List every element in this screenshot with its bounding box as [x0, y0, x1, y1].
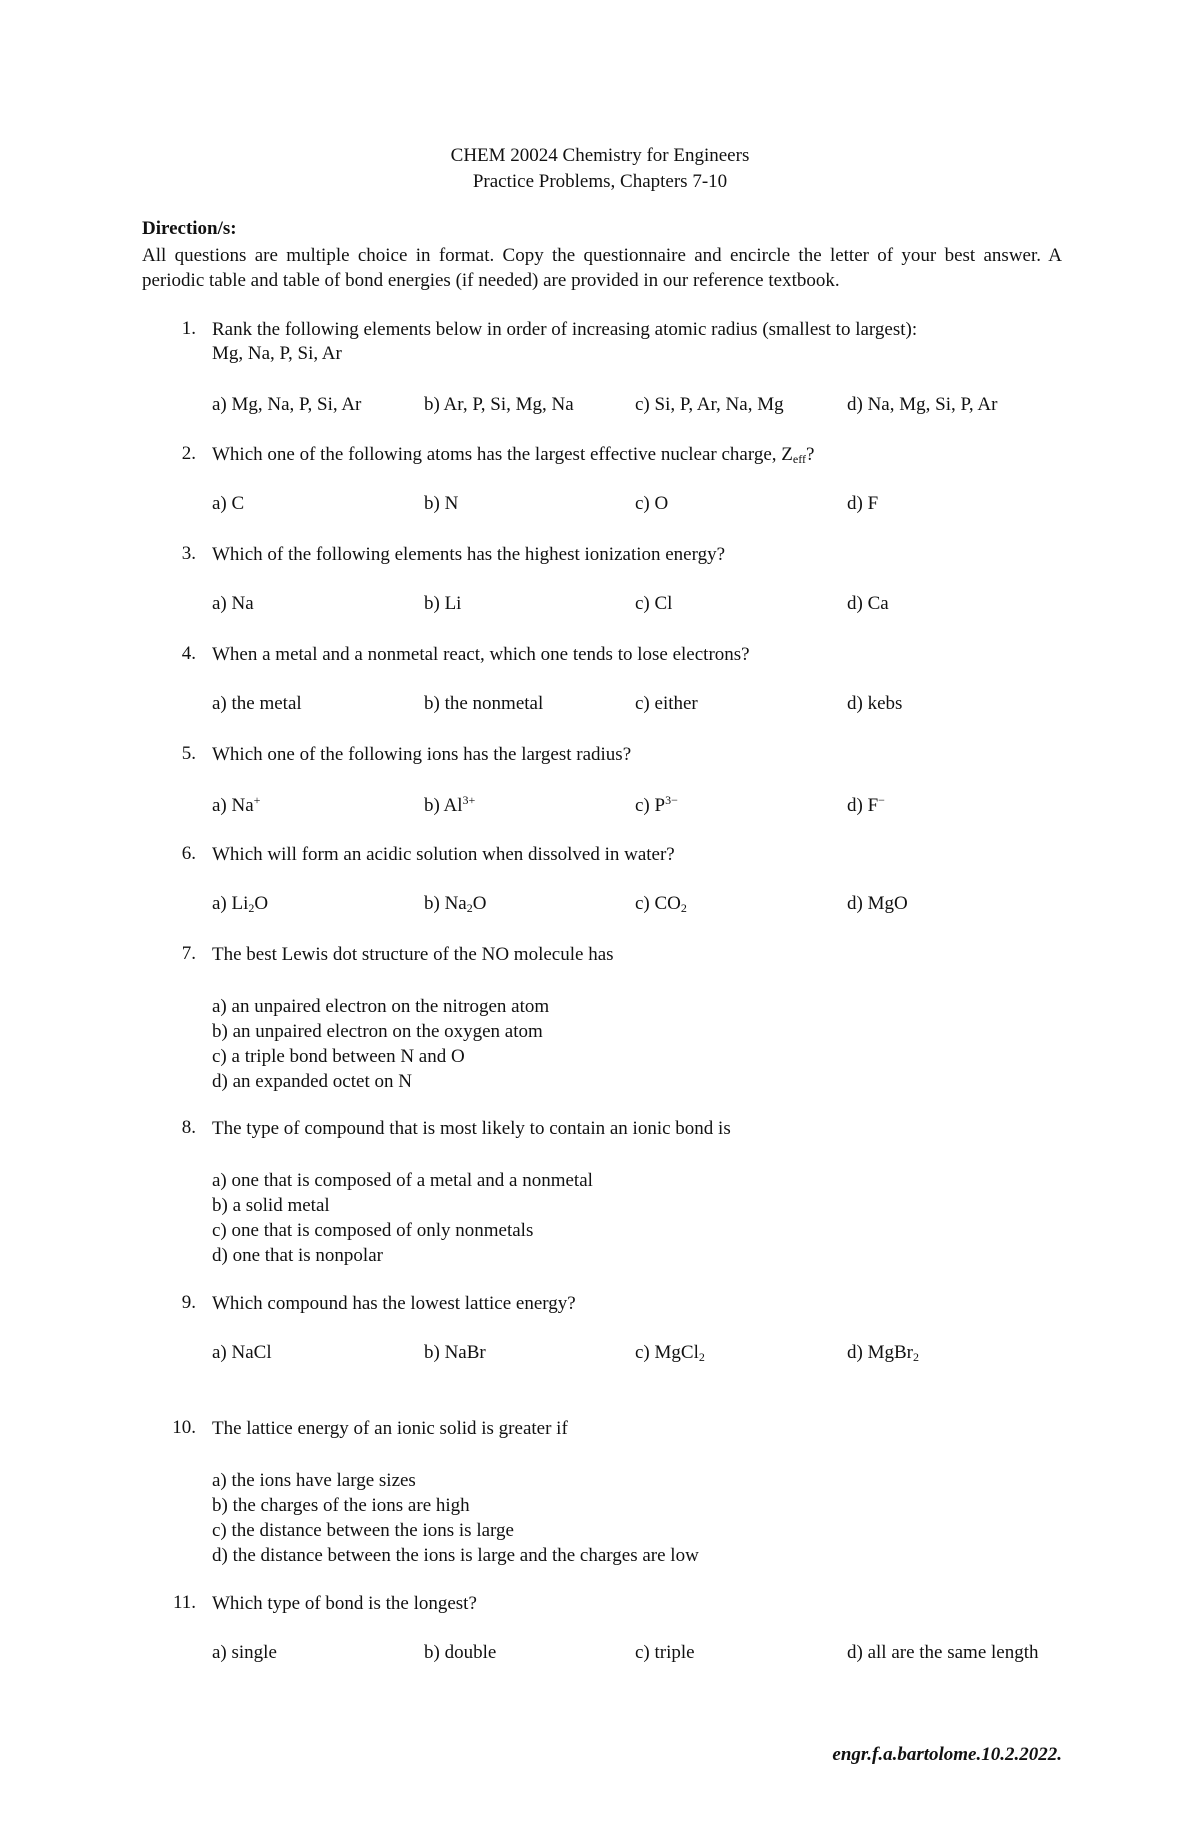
question-number: 1.	[181, 318, 196, 339]
question-text	[212, 443, 1092, 471]
course-title: CHEM 20024 Chemistry for Engineers	[450, 145, 750, 166]
option-d[interactable]	[847, 893, 908, 916]
option-b[interactable]: b) double	[424, 1642, 497, 1663]
question-number: 9.	[181, 1292, 196, 1313]
option-d[interactable]: d) F	[847, 493, 879, 514]
formula-subscript: 2	[248, 901, 255, 915]
option-c[interactable]: c) O	[635, 493, 669, 514]
option-c[interactable]: c) either	[635, 693, 698, 714]
question-text-end: ?	[805, 444, 815, 465]
page-subtitle: Practice Problems, Chapters 7-10	[472, 171, 728, 192]
option-text: b) Na	[424, 893, 467, 914]
option-a[interactable]	[212, 893, 268, 916]
option-b[interactable]: b) an unpaired electron on the oxygen atom	[212, 1021, 543, 1042]
option-text: a) NaCl	[212, 1342, 272, 1363]
option-a[interactable]: a) Mg, Na, P, Si, Ar	[212, 394, 362, 415]
option-d[interactable]	[847, 793, 885, 817]
question-text: The best Lewis dot structure of the NO molecule has	[212, 944, 614, 965]
option-b[interactable]: b) the nonmetal	[424, 693, 544, 714]
options-row	[212, 893, 1092, 917]
options-row	[212, 593, 1092, 617]
option-a[interactable]: a) Na	[212, 593, 254, 614]
option-text-tail: O	[254, 893, 269, 914]
question-text: Which of the following elements has the highest ionization energy?	[212, 544, 726, 565]
question-number: 4.	[181, 643, 196, 664]
ion-charge: 3+	[462, 793, 476, 807]
question-text: Which will form an acidic solution when dissolved in water?	[212, 844, 675, 865]
option-d[interactable]	[847, 1342, 919, 1365]
question-text: Which one of the following ions has the largest radius?	[212, 744, 632, 765]
option-text: b) NaBr	[424, 1342, 486, 1363]
option-c[interactable]: c) triple	[635, 1642, 695, 1663]
option-b[interactable]: b) Ar, P, Si, Mg, Na	[424, 394, 574, 415]
question-text-subscript: eff	[792, 452, 806, 466]
question-text: Which compound has the lowest lattice energy?	[212, 1293, 576, 1314]
ion-charge: 3−	[665, 793, 678, 807]
option-b[interactable]: b) the charges of the ions are high	[212, 1495, 470, 1516]
option-d[interactable]: d) Ca	[847, 593, 889, 614]
option-c[interactable]	[635, 893, 687, 916]
options-list	[212, 1168, 1092, 1268]
question-number: 8.	[181, 1117, 196, 1138]
option-d[interactable]: d) all are the same length	[847, 1642, 1039, 1663]
question-number: 11.	[172, 1592, 196, 1613]
option-text: a) Li	[212, 893, 249, 914]
question-text: Which type of bond is the longest?	[212, 1593, 477, 1614]
options-row	[212, 793, 1092, 817]
option-d[interactable]: d) Na, Mg, Si, P, Ar	[847, 394, 998, 415]
option-text: d) MgO	[847, 893, 908, 914]
option-c[interactable]: c) Si, P, Ar, Na, Mg	[635, 394, 784, 415]
ion-charge: −	[878, 793, 885, 807]
option-c[interactable]	[635, 793, 678, 817]
option-d[interactable]: d) kebs	[847, 693, 903, 714]
option-c[interactable]	[635, 1342, 705, 1365]
option-text: d) F	[847, 795, 879, 816]
option-c[interactable]: c) one that is composed of only nonmetals	[212, 1220, 534, 1241]
question-number: 3.	[181, 543, 196, 564]
options-list	[212, 994, 1092, 1094]
option-text: c) P	[635, 795, 666, 816]
option-d[interactable]: d) an expanded octet on N	[212, 1071, 412, 1092]
options-row	[212, 1642, 1092, 1666]
option-c[interactable]: c) Cl	[635, 593, 673, 614]
option-a[interactable]: a) an unpaired electron on the nitrogen atom	[212, 996, 550, 1017]
option-b[interactable]: b) Li	[424, 593, 462, 614]
ion-charge: +	[253, 793, 261, 807]
formula-subscript: 2	[698, 1350, 705, 1364]
question-number: 2.	[181, 443, 196, 464]
question-number: 7.	[181, 943, 196, 964]
option-b[interactable]: b) N	[424, 493, 459, 514]
option-b[interactable]	[424, 1342, 486, 1365]
option-text: c) CO	[635, 893, 681, 914]
directions-heading: Direction/s:	[142, 218, 237, 239]
question-text-line-2: Mg, Na, P, Si, Ar	[212, 343, 342, 364]
question-text-main: Which one of the following atoms has the largest effective nuclear charge, Z	[212, 444, 793, 465]
footer-signature: engr.f.a.bartolome.10.2.2022.	[832, 1744, 1062, 1765]
question-number: 10.	[172, 1417, 196, 1438]
options-list	[212, 1468, 1092, 1568]
formula-subscript: 2	[680, 901, 687, 915]
formula-subscript: 2	[912, 1350, 919, 1364]
option-text: b) Al	[424, 795, 463, 816]
options-row	[212, 493, 1092, 517]
question-text-line-1: Rank the following elements below in order of increasing atomic radius (smallest to largest):	[212, 319, 918, 340]
options-row	[212, 394, 1092, 418]
directions-body: All questions are multiple choice in format. Copy the questionnaire and encircle the letter of your best answer. A periodic table and table of bond energies (if needed) are provided in our reference textbook.	[142, 245, 1062, 291]
option-a[interactable]	[212, 1342, 272, 1365]
option-d[interactable]: d) one that is nonpolar	[212, 1245, 383, 1266]
option-text: d) MgBr	[847, 1342, 913, 1363]
options-row	[212, 1342, 1092, 1366]
option-c[interactable]: c) a triple bond between N and O	[212, 1046, 465, 1067]
question-number: 5.	[181, 743, 196, 764]
option-text: a) Na	[212, 795, 254, 816]
title-block	[0, 143, 1200, 195]
option-b[interactable]: b) a solid metal	[212, 1195, 330, 1216]
option-a[interactable]: a) single	[212, 1642, 277, 1663]
option-a[interactable]: a) C	[212, 493, 245, 514]
option-b[interactable]	[424, 893, 486, 916]
option-d[interactable]: d) the distance between the ions is large and the charges are low	[212, 1545, 699, 1566]
question-text: The type of compound that is most likely to contain an ionic bond is	[212, 1118, 731, 1139]
formula-subscript: 2	[466, 901, 473, 915]
option-a[interactable]: a) one that is composed of a metal and a nonmetal	[212, 1170, 593, 1191]
option-a[interactable]	[212, 793, 260, 817]
option-c[interactable]: c) the distance between the ions is large	[212, 1520, 514, 1541]
option-text-tail: O	[472, 893, 487, 914]
option-text: c) MgCl	[635, 1342, 699, 1363]
options-row	[212, 693, 1092, 717]
question-text	[212, 318, 1092, 366]
option-b[interactable]	[424, 793, 475, 817]
option-a[interactable]: a) the metal	[212, 693, 302, 714]
question-text: When a metal and a nonmetal react, which one tends to lose electrons?	[212, 644, 750, 665]
question-text: The lattice energy of an ionic solid is greater if	[212, 1418, 568, 1439]
option-a[interactable]: a) the ions have large sizes	[212, 1470, 416, 1491]
question-number: 6.	[181, 843, 196, 864]
